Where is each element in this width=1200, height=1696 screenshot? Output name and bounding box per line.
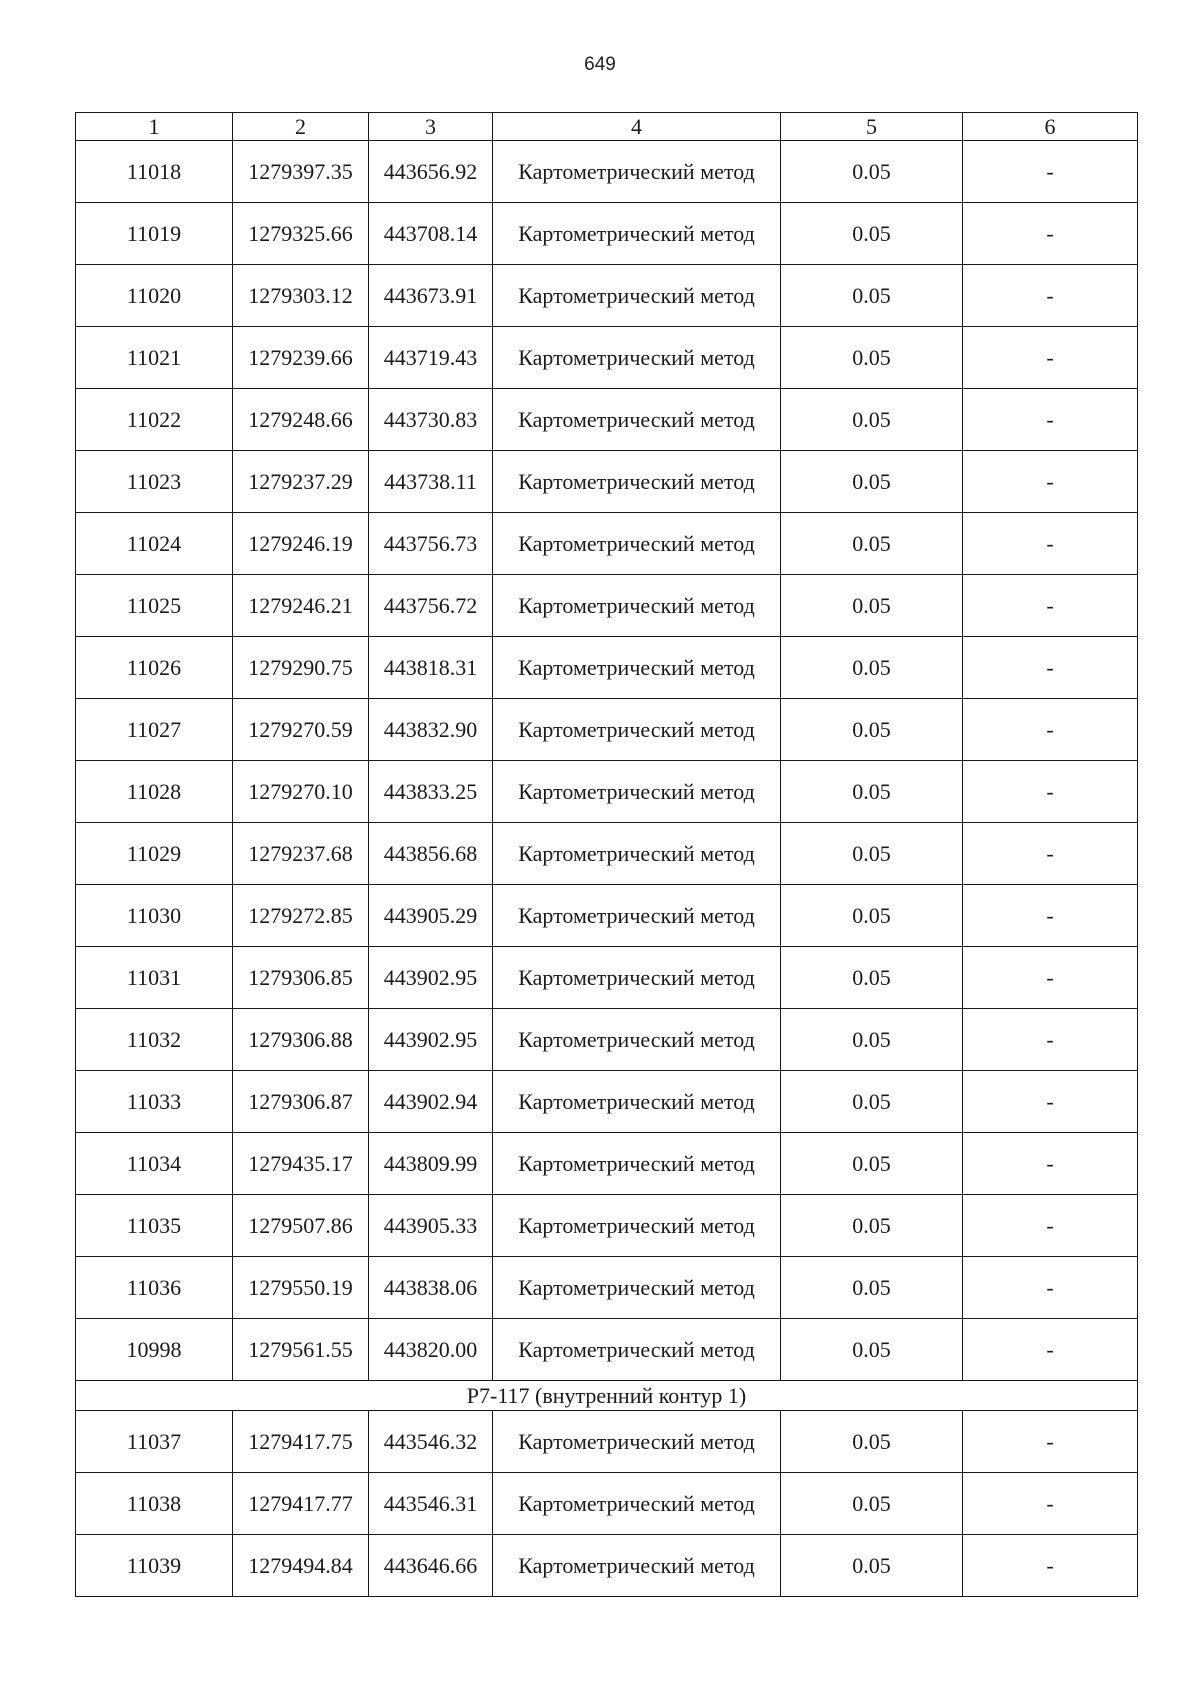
y-coordinate-cell: 443905.33 xyxy=(369,1195,493,1257)
note-cell: - xyxy=(963,1411,1138,1473)
method-cell: Картометрический метод xyxy=(493,761,781,823)
method-cell: Картометрический метод xyxy=(493,141,781,203)
table-row xyxy=(76,141,1138,203)
point-number-cell: 11034 xyxy=(76,1133,233,1195)
point-number-cell: 11030 xyxy=(76,885,233,947)
note-cell: - xyxy=(963,699,1138,761)
y-coordinate-cell: 443708.14 xyxy=(369,203,493,265)
point-number-cell: 11029 xyxy=(76,823,233,885)
point-number-cell: 11023 xyxy=(76,451,233,513)
note-cell: - xyxy=(963,1071,1138,1133)
column-header: 1 xyxy=(76,113,233,141)
accuracy-cell: 0.05 xyxy=(781,885,963,947)
note-cell: - xyxy=(963,1473,1138,1535)
note-cell: - xyxy=(963,1257,1138,1319)
table-header-row xyxy=(76,113,1138,141)
y-coordinate-cell: 443656.92 xyxy=(369,141,493,203)
method-cell: Картометрический метод xyxy=(493,1257,781,1319)
note-cell: - xyxy=(963,513,1138,575)
table-row xyxy=(76,203,1138,265)
y-coordinate-cell: 443719.43 xyxy=(369,327,493,389)
note-cell: - xyxy=(963,637,1138,699)
y-coordinate-cell: 443902.95 xyxy=(369,947,493,1009)
y-coordinate-cell: 443832.90 xyxy=(369,699,493,761)
y-coordinate-cell: 443818.31 xyxy=(369,637,493,699)
table-row xyxy=(76,761,1138,823)
method-cell: Картометрический метод xyxy=(493,327,781,389)
note-cell: - xyxy=(963,389,1138,451)
x-coordinate-cell: 1279550.19 xyxy=(233,1257,369,1319)
point-number-cell: 11035 xyxy=(76,1195,233,1257)
table-row xyxy=(76,1473,1138,1535)
x-coordinate-cell: 1279417.77 xyxy=(233,1473,369,1535)
y-coordinate-cell: 443838.06 xyxy=(369,1257,493,1319)
y-coordinate-cell: 443756.72 xyxy=(369,575,493,637)
note-cell: - xyxy=(963,1009,1138,1071)
x-coordinate-cell: 1279246.21 xyxy=(233,575,369,637)
point-number-cell: 11024 xyxy=(76,513,233,575)
y-coordinate-cell: 443856.68 xyxy=(369,823,493,885)
note-cell: - xyxy=(963,141,1138,203)
method-cell: Картометрический метод xyxy=(493,1535,781,1597)
accuracy-cell: 0.05 xyxy=(781,699,963,761)
point-number-cell: 11025 xyxy=(76,575,233,637)
y-coordinate-cell: 443820.00 xyxy=(369,1319,493,1381)
y-coordinate-cell: 443730.83 xyxy=(369,389,493,451)
note-cell: - xyxy=(963,327,1138,389)
column-header: 2 xyxy=(233,113,369,141)
accuracy-cell: 0.05 xyxy=(781,947,963,1009)
y-coordinate-cell: 443546.31 xyxy=(369,1473,493,1535)
accuracy-cell: 0.05 xyxy=(781,1411,963,1473)
coordinates-table xyxy=(75,112,1138,1597)
x-coordinate-cell: 1279239.66 xyxy=(233,327,369,389)
accuracy-cell: 0.05 xyxy=(781,513,963,575)
method-cell: Картометрический метод xyxy=(493,389,781,451)
note-cell: - xyxy=(963,265,1138,327)
x-coordinate-cell: 1279237.29 xyxy=(233,451,369,513)
point-number-cell: 10998 xyxy=(76,1319,233,1381)
x-coordinate-cell: 1279270.59 xyxy=(233,699,369,761)
page-number: 649 xyxy=(584,54,616,75)
note-cell: - xyxy=(963,885,1138,947)
point-number-cell: 11026 xyxy=(76,637,233,699)
note-cell: - xyxy=(963,575,1138,637)
table-row xyxy=(76,327,1138,389)
table-row xyxy=(76,1071,1138,1133)
y-coordinate-cell: 443902.94 xyxy=(369,1071,493,1133)
table-row xyxy=(76,575,1138,637)
x-coordinate-cell: 1279507.86 xyxy=(233,1195,369,1257)
point-number-cell: 11028 xyxy=(76,761,233,823)
table-row xyxy=(76,947,1138,1009)
accuracy-cell: 0.05 xyxy=(781,1319,963,1381)
table-row xyxy=(76,265,1138,327)
method-cell: Картометрический метод xyxy=(493,265,781,327)
accuracy-cell: 0.05 xyxy=(781,203,963,265)
point-number-cell: 11019 xyxy=(76,203,233,265)
note-cell: - xyxy=(963,1133,1138,1195)
column-header: 4 xyxy=(493,113,781,141)
point-number-cell: 11031 xyxy=(76,947,233,1009)
column-header: 6 xyxy=(963,113,1138,141)
y-coordinate-cell: 443756.73 xyxy=(369,513,493,575)
method-cell: Картометрический метод xyxy=(493,637,781,699)
method-cell: Картометрический метод xyxy=(493,1071,781,1133)
point-number-cell: 11036 xyxy=(76,1257,233,1319)
y-coordinate-cell: 443902.95 xyxy=(369,1009,493,1071)
x-coordinate-cell: 1279246.19 xyxy=(233,513,369,575)
note-cell: - xyxy=(963,451,1138,513)
accuracy-cell: 0.05 xyxy=(781,823,963,885)
x-coordinate-cell: 1279306.85 xyxy=(233,947,369,1009)
column-header: 5 xyxy=(781,113,963,141)
table-row xyxy=(76,1257,1138,1319)
point-number-cell: 11037 xyxy=(76,1411,233,1473)
method-cell: Картометрический метод xyxy=(493,947,781,1009)
x-coordinate-cell: 1279270.10 xyxy=(233,761,369,823)
y-coordinate-cell: 443833.25 xyxy=(369,761,493,823)
x-coordinate-cell: 1279303.12 xyxy=(233,265,369,327)
method-cell: Картометрический метод xyxy=(493,1319,781,1381)
point-number-cell: 11039 xyxy=(76,1535,233,1597)
method-cell: Картометрический метод xyxy=(493,513,781,575)
table-row xyxy=(76,699,1138,761)
method-cell: Картометрический метод xyxy=(493,1009,781,1071)
point-number-cell: 11018 xyxy=(76,141,233,203)
note-cell: - xyxy=(963,947,1138,1009)
x-coordinate-cell: 1279435.17 xyxy=(233,1133,369,1195)
section-label: Р7-117 (внутренний контур 1) xyxy=(76,1381,1138,1411)
table-body xyxy=(76,141,1138,1597)
accuracy-cell: 0.05 xyxy=(781,1257,963,1319)
y-coordinate-cell: 443905.29 xyxy=(369,885,493,947)
table-row xyxy=(76,513,1138,575)
method-cell: Картометрический метод xyxy=(493,823,781,885)
method-cell: Картометрический метод xyxy=(493,699,781,761)
accuracy-cell: 0.05 xyxy=(781,637,963,699)
y-coordinate-cell: 443546.32 xyxy=(369,1411,493,1473)
note-cell: - xyxy=(963,823,1138,885)
point-number-cell: 11038 xyxy=(76,1473,233,1535)
accuracy-cell: 0.05 xyxy=(781,265,963,327)
table-row xyxy=(76,823,1138,885)
method-cell: Картометрический метод xyxy=(493,1195,781,1257)
accuracy-cell: 0.05 xyxy=(781,451,963,513)
point-number-cell: 11033 xyxy=(76,1071,233,1133)
x-coordinate-cell: 1279494.84 xyxy=(233,1535,369,1597)
point-number-cell: 11021 xyxy=(76,327,233,389)
accuracy-cell: 0.05 xyxy=(781,1195,963,1257)
method-cell: Картометрический метод xyxy=(493,203,781,265)
x-coordinate-cell: 1279561.55 xyxy=(233,1319,369,1381)
accuracy-cell: 0.05 xyxy=(781,389,963,451)
y-coordinate-cell: 443673.91 xyxy=(369,265,493,327)
point-number-cell: 11027 xyxy=(76,699,233,761)
note-cell: - xyxy=(963,1195,1138,1257)
x-coordinate-cell: 1279248.66 xyxy=(233,389,369,451)
x-coordinate-cell: 1279306.87 xyxy=(233,1071,369,1133)
accuracy-cell: 0.05 xyxy=(781,1071,963,1133)
method-cell: Картометрический метод xyxy=(493,885,781,947)
column-header: 3 xyxy=(369,113,493,141)
table-row xyxy=(76,1009,1138,1071)
y-coordinate-cell: 443738.11 xyxy=(369,451,493,513)
method-cell: Картометрический метод xyxy=(493,575,781,637)
x-coordinate-cell: 1279417.75 xyxy=(233,1411,369,1473)
table-row xyxy=(76,1319,1138,1381)
accuracy-cell: 0.05 xyxy=(781,327,963,389)
note-cell: - xyxy=(963,761,1138,823)
method-cell: Картометрический метод xyxy=(493,1473,781,1535)
method-cell: Картометрический метод xyxy=(493,1411,781,1473)
note-cell: - xyxy=(963,1319,1138,1381)
table-row xyxy=(76,885,1138,947)
note-cell: - xyxy=(963,1535,1138,1597)
table-row xyxy=(76,1133,1138,1195)
x-coordinate-cell: 1279272.85 xyxy=(233,885,369,947)
table-row xyxy=(76,389,1138,451)
x-coordinate-cell: 1279397.35 xyxy=(233,141,369,203)
accuracy-cell: 0.05 xyxy=(781,1133,963,1195)
point-number-cell: 11032 xyxy=(76,1009,233,1071)
section-row xyxy=(76,1381,1138,1411)
point-number-cell: 11022 xyxy=(76,389,233,451)
table-row xyxy=(76,1535,1138,1597)
method-cell: Картометрический метод xyxy=(493,451,781,513)
accuracy-cell: 0.05 xyxy=(781,1535,963,1597)
y-coordinate-cell: 443646.66 xyxy=(369,1535,493,1597)
table-row xyxy=(76,1195,1138,1257)
accuracy-cell: 0.05 xyxy=(781,1009,963,1071)
table-row xyxy=(76,451,1138,513)
accuracy-cell: 0.05 xyxy=(781,761,963,823)
x-coordinate-cell: 1279325.66 xyxy=(233,203,369,265)
x-coordinate-cell: 1279290.75 xyxy=(233,637,369,699)
method-cell: Картометрический метод xyxy=(493,1133,781,1195)
accuracy-cell: 0.05 xyxy=(781,141,963,203)
table-row xyxy=(76,637,1138,699)
x-coordinate-cell: 1279237.68 xyxy=(233,823,369,885)
point-number-cell: 11020 xyxy=(76,265,233,327)
table-row xyxy=(76,1411,1138,1473)
accuracy-cell: 0.05 xyxy=(781,575,963,637)
accuracy-cell: 0.05 xyxy=(781,1473,963,1535)
note-cell: - xyxy=(963,203,1138,265)
x-coordinate-cell: 1279306.88 xyxy=(233,1009,369,1071)
y-coordinate-cell: 443809.99 xyxy=(369,1133,493,1195)
